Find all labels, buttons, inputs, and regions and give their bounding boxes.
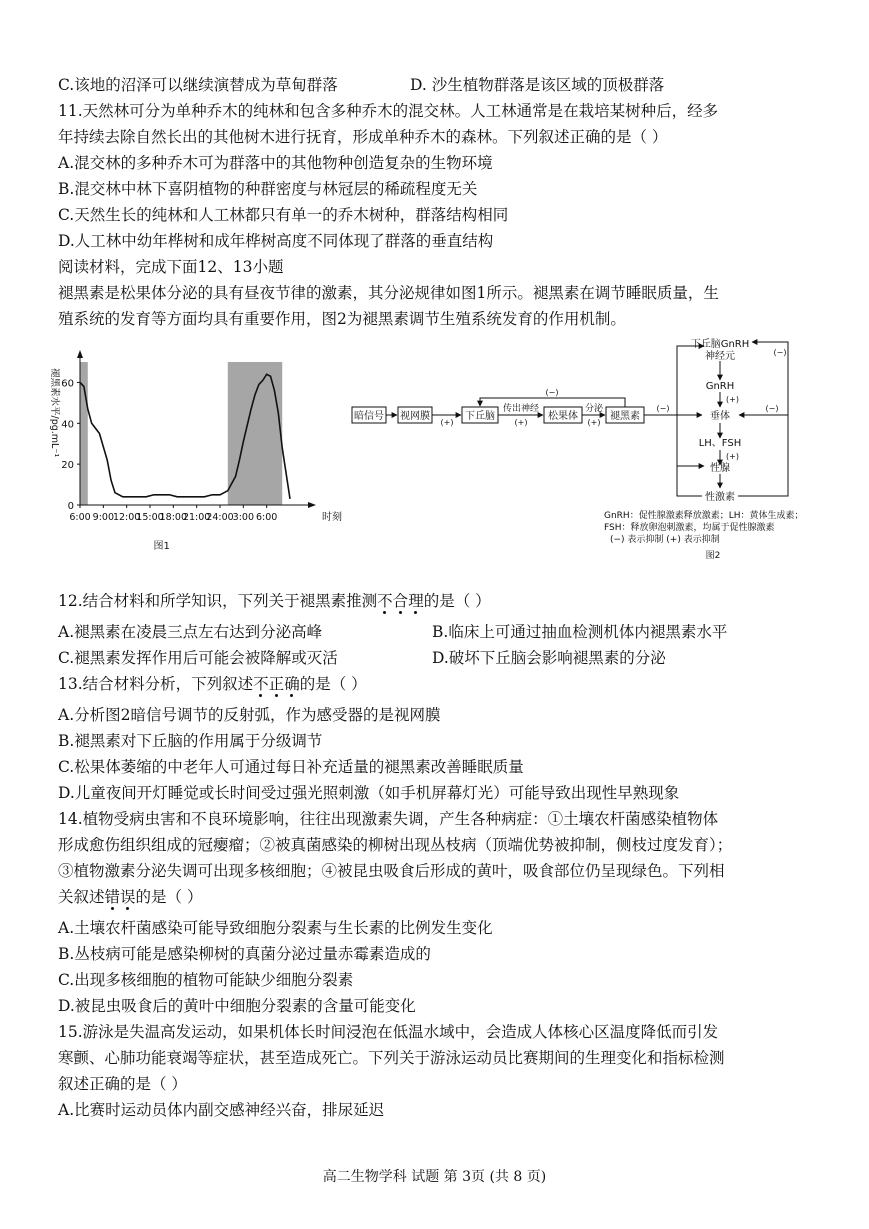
melatonin-label: 褪黑素 — [610, 411, 640, 422]
gonad-label: 性腺 — [710, 463, 730, 474]
x-tick-label-2: 12:00 — [112, 512, 141, 523]
q14-stem-line2: 形成愈伤组织组成的冠瘿瘤；②被真菌感染的柳树出现丛枝病（顶端优势被抑制，侧枝过度发育）； — [58, 836, 733, 854]
q12-stem: 12.结合材料和所学知识，下列关于褪黑素推测不合理的是（ ） — [58, 592, 491, 610]
q12-option-d: D.破坏下丘脑会影响褪黑素的分泌 — [432, 649, 666, 667]
x-tick-label-3: 15:00 — [136, 512, 164, 523]
x-tick-label-4: 18:00 — [159, 512, 188, 523]
q13-option-a: A.分析图2暗信号调节的反射弧，作为感受器的是视网膜 — [58, 706, 441, 724]
page-footer: 高二生物学科 试题 第 3页 (共 8 页) — [322, 1169, 547, 1185]
q14-stem-line1: 14.植物受病虫害和不良环境影响，往往出现激素失调，产生各种病症：①土壤农杆菌感染植物体 — [58, 810, 719, 828]
sign-top-feedback: (−) — [773, 348, 787, 357]
x-tick-label-5: 21:00 — [182, 512, 211, 523]
pituitary-label: 垂体 — [710, 411, 730, 422]
retina-label: 视网膜 — [400, 411, 430, 422]
x-tick-label-1: 9:00 — [92, 512, 115, 523]
q14-stem-line3: ③植物激素分泌失调可出现多核细胞；④被昆虫吸食后形成的黄叶，吸食部位仍呈现绿色。下列相 — [58, 862, 725, 880]
q11-option-c: C.天然生长的纯林和人工林都只有单一的乔木树种，群落结构相同 — [58, 206, 509, 224]
q13-option-d: D.儿童夜间开灯睡觉或长时间受过强光照刺激（如手机屏幕灯光）可能导致出现性早熟现象 — [58, 784, 680, 802]
secrete-label: 分泌 — [584, 404, 604, 414]
y-axis-label: 褪黑素水平/pg.mL⁻¹ — [49, 368, 60, 458]
efferent-nerve-label: 传出神经 — [502, 404, 540, 414]
lh-fsh-label: LH、FSH — [698, 438, 742, 449]
q11-stem-line1: 11.天然林可分为单种乔木的纯林和包含多种乔木的混交林。人工林通常是在栽培某树种后，经多 — [58, 102, 719, 120]
fig2-legend-line3: (−) 表示抑制 (+) 表示抑制 — [610, 535, 720, 545]
x-tick-label-0: 6:00 — [69, 512, 91, 523]
y-tick-label-0: 0 — [67, 501, 74, 512]
hypothalamus-label: 下丘脑 — [465, 411, 495, 422]
q13-option-c: C.松果体萎缩的中老年人可通过每日补充适量的褪黑素改善睡眠质量 — [58, 758, 524, 776]
fig1-caption: 图1 — [153, 541, 170, 552]
x-axis-arrow — [308, 502, 316, 508]
x-tick-label-7: 3:00 — [232, 512, 255, 523]
night-shade-1 — [228, 362, 282, 505]
gnrh-label: GnRH — [705, 381, 735, 392]
q11-stem-line2: 年持续去除自然长出的其他树木进行抚育，形成单种乔木的森林。下列叙述正确的是（ ） — [58, 128, 668, 146]
q11-option-b: B.混交林中林下喜阴植物的种群密度与林冠层的稀疏程度无关 — [58, 180, 478, 198]
q14-stem-line4: 关叙述错误的是（ ） — [58, 888, 203, 906]
sign-pineal-melatonin: (+) — [587, 418, 601, 427]
sign-gnrh-pituitary: (+) — [726, 395, 739, 404]
q12-option-b: B.临床上可通过抽血检测机体内褪黑素水平 — [432, 623, 728, 641]
y-axis-arrow — [77, 350, 83, 358]
q13-stem: 13.结合材料分析，下列叙述不正确的是（ ） — [58, 675, 367, 693]
fig2-legend-line1: GnRH：促性腺激素释放激素；LH：黄体生成素； — [604, 511, 804, 521]
gnrh-neuron-label-2: 神经元 — [705, 351, 735, 362]
y-tick-label-40: 40 — [61, 419, 74, 431]
sign-pituitary-feedback: (−) — [765, 404, 779, 413]
q15-option-a: A.比赛时运动员体内副交感神经兴奋，排尿延迟 — [58, 1101, 385, 1119]
pineal-label: 松果体 — [548, 411, 578, 422]
material-intro: 阅读材料，完成下面12、13小题 — [58, 258, 284, 276]
q14-option-a: A.土壤农杆菌感染可能导致细胞分裂素与生长素的比例发生变化 — [58, 919, 493, 937]
sign-melatonin-pituitary: (−) — [656, 404, 670, 413]
x-tick-label-8: 6:00 — [255, 512, 278, 523]
sex-hormone-label: 性激素 — [705, 492, 735, 503]
y-tick-label-60: 60 — [61, 378, 74, 390]
q11-option-d: D.人工林中幼年桦树和成年桦树高度不同体现了群落的垂直结构 — [58, 232, 494, 250]
fig2-caption: 图2 — [705, 551, 721, 561]
q15-stem-line2: 寒颤、心肺功能衰竭等症状，甚至造成死亡。下列关于游泳运动员比赛期间的生理变化和指标检测 — [58, 1049, 725, 1067]
dark-signal-label: 暗信号 — [354, 411, 384, 422]
q15-stem-line3: 叙述正确的是（ ） — [58, 1075, 187, 1093]
gnrh-neuron-label-1: 下丘脑GnRH — [690, 339, 750, 350]
y-tick-label-20: 20 — [61, 460, 74, 472]
x-axis-label: 时刻 — [322, 512, 342, 523]
sign-feedback-hypo: (−) — [545, 388, 559, 397]
q14-option-b: B.丛枝病可能是感染柳树的真菌分泌过量赤霉素造成的 — [58, 945, 431, 963]
x-tick-label-6: 24:00 — [206, 512, 234, 523]
q15-stem-line1: 15.游泳是失温高发运动，如果机体长时间浸泡在低温水域中，会造成人体核心区温度降低而引发 — [58, 1023, 719, 1041]
figure2-regulation-diagram — [340, 336, 860, 564]
fig2-legend-line2: FSH：释放卵泡刺激素，均属于促性腺激素 — [604, 523, 775, 533]
sign-lhfsh-gonad: (+) — [726, 452, 739, 461]
sign-hypo-pineal: (+) — [514, 418, 528, 427]
q11-option-a: A.混交林的多种乔木可为群落中的其他物种创造复杂的生物环境 — [58, 154, 493, 172]
q12-option-a: A.褪黑素在凌晨三点左右达到分泌高峰 — [58, 623, 323, 641]
q12-option-c: C.褪黑素发挥作用后可能会被降解或灭活 — [58, 649, 338, 667]
q14-option-c: C.出现多核细胞的植物可能缺少细胞分裂素 — [58, 971, 354, 989]
material-paragraph-line1: 褪黑素是松果体分泌的具有昼夜节律的激素，其分泌规律如图1所示。褪黑素在调节睡眠质量，生 — [58, 284, 719, 302]
sign-retina-hypo: (+) — [440, 418, 454, 427]
q10-option-c: C.该地的沼泽可以继续演替成为草甸群落 — [58, 76, 338, 94]
q10-option-d: D. 沙生植物群落是该区域的顶极群落 — [410, 76, 665, 94]
material-paragraph-line2: 殖系统的发育等方面均具有重要作用，图2为褪黑素调节生殖系统发育的作用机制。 — [58, 310, 626, 328]
q14-option-d: D.被昆虫吸食后的黄叶中细胞分裂素的含量可能变化 — [58, 997, 416, 1015]
figure1-melatonin-chart — [40, 340, 360, 560]
q13-option-b: B.褪黑素对下丘脑的作用属于分级调节 — [58, 732, 323, 750]
